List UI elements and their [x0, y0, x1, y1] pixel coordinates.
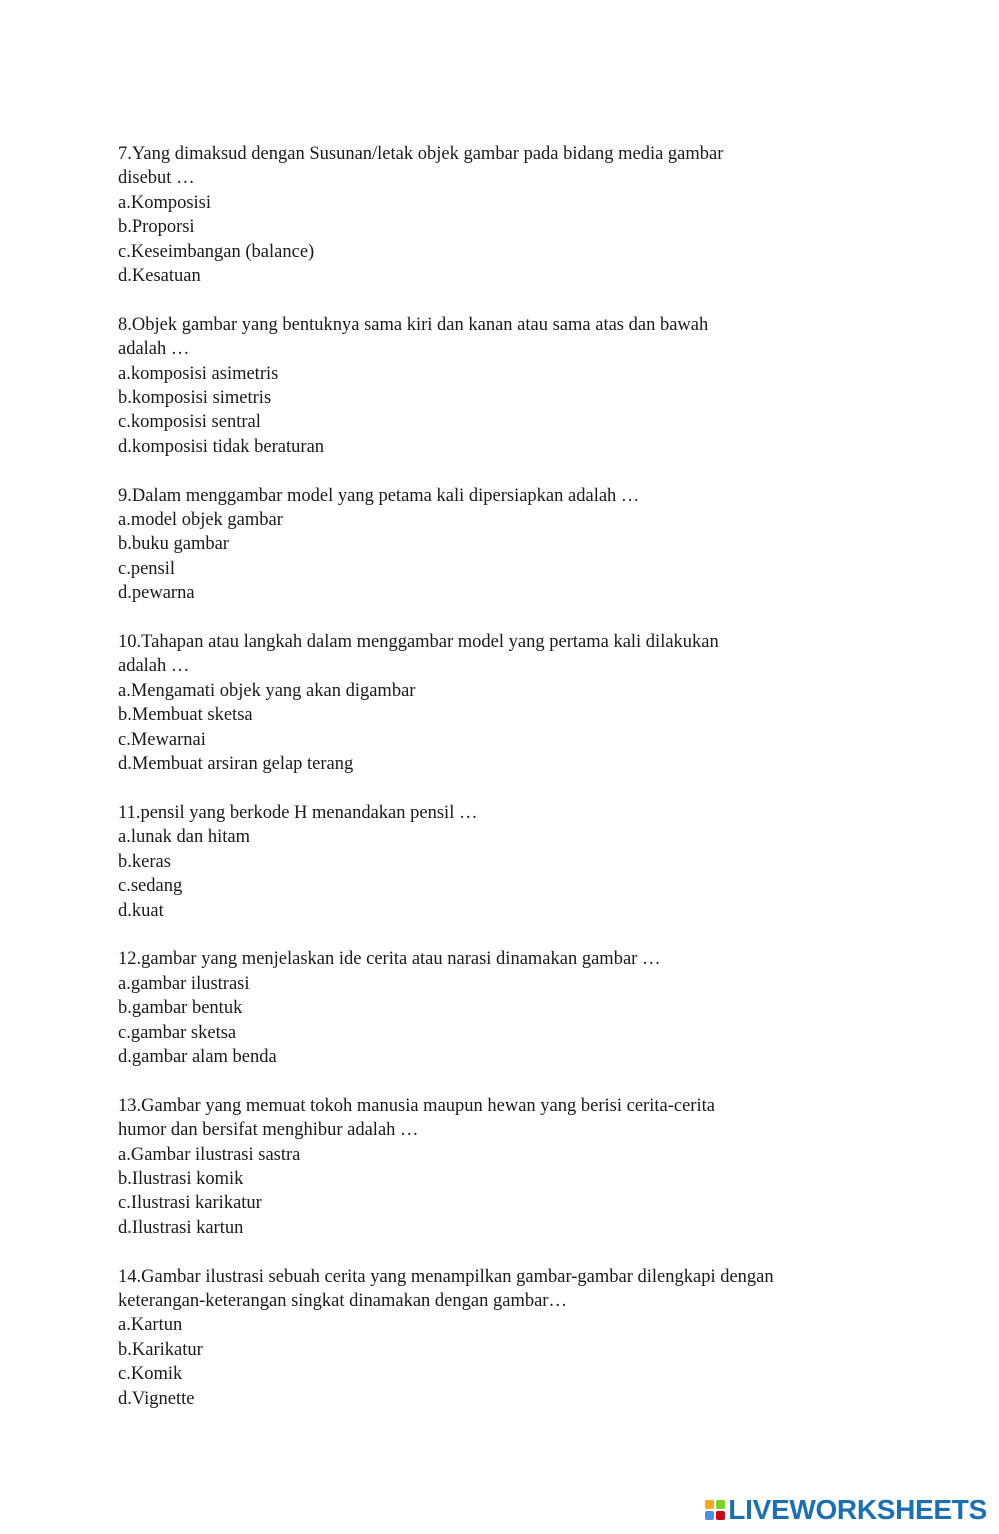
- logo-square-4: [716, 1511, 725, 1520]
- liveworksheets-logo: [705, 1494, 987, 1526]
- answer-option: d.gambar alam benda: [118, 1046, 277, 1067]
- answer-option: a.Gambar ilustrasi sastra: [118, 1144, 301, 1165]
- question-text: 14.Gambar ilustrasi sebuah cerita yang menampilkan gambar-gambar dilengkapi dengan: [118, 1266, 774, 1287]
- question-text: keterangan-keterangan singkat dinamakan dengan gambar…: [118, 1290, 567, 1311]
- answer-option: a.gambar ilustrasi: [118, 973, 250, 994]
- answer-option: b.Ilustrasi komik: [118, 1168, 244, 1189]
- answer-option: b.keras: [118, 851, 171, 872]
- answer-option: b.gambar bentuk: [118, 998, 243, 1019]
- question-block: [118, 630, 878, 776]
- answer-option: c.komposisi sentral: [118, 412, 261, 433]
- answer-option: a.komposisi asimetris: [118, 363, 279, 384]
- question-text: adalah …: [118, 656, 190, 677]
- answer-option: a.model objek gambar: [118, 510, 283, 531]
- answer-option: c.sedang: [118, 876, 183, 897]
- answer-option: a.Mengamati objek yang akan digambar: [118, 680, 416, 701]
- logo-square-1: [705, 1500, 714, 1509]
- answer-option: c.Ilustrasi karikatur: [118, 1193, 262, 1214]
- answer-option: d.kuat: [118, 900, 164, 921]
- answer-option: c.Keseimbangan (balance): [118, 241, 315, 262]
- answer-option: b.buku gambar: [118, 534, 229, 555]
- answer-option: d.Kesatuan: [118, 266, 201, 287]
- answer-option: c.Mewarnai: [118, 729, 206, 750]
- answer-option: d.pewarna: [118, 583, 195, 604]
- question-block: [118, 1265, 878, 1411]
- answer-option: a.Kartun: [118, 1315, 183, 1336]
- question-text: 9.Dalam menggambar model yang petama kali dipersiapkan adalah …: [118, 485, 640, 506]
- question-block: [118, 801, 878, 923]
- answer-option: c.gambar sketsa: [118, 1022, 237, 1043]
- answer-option: c.Komik: [118, 1364, 183, 1385]
- answer-option: d.Vignette: [118, 1388, 195, 1409]
- answer-option: b.Karikatur: [118, 1339, 203, 1360]
- answer-option: c.pensil: [118, 558, 176, 579]
- liveworksheets-logo-icon: [705, 1500, 725, 1520]
- answer-option: d.komposisi tidak beraturan: [118, 436, 325, 457]
- answer-option: a.lunak dan hitam: [118, 827, 251, 848]
- logo-text: LIVEWORKSHEETS: [728, 1494, 987, 1525]
- worksheet-content: [118, 142, 878, 1435]
- question-block: [118, 947, 878, 1069]
- question-text: humor dan bersifat menghibur adalah …: [118, 1120, 419, 1141]
- answer-option: b.komposisi simetris: [118, 388, 272, 409]
- question-text: 7.Yang dimaksud dengan Susunan/letak objek gambar pada bidang media gambar: [118, 144, 724, 164]
- question-block: [118, 484, 878, 606]
- answer-option: b.Proporsi: [118, 217, 195, 238]
- question-block: [118, 313, 878, 459]
- answer-option: d.Ilustrasi kartun: [118, 1217, 244, 1238]
- question-block: [118, 1094, 878, 1240]
- question-text: adalah …: [118, 339, 190, 360]
- logo-square-2: [716, 1500, 725, 1509]
- logo-square-3: [705, 1511, 714, 1520]
- answer-option: b.Membuat sketsa: [118, 705, 253, 726]
- question-text: 11.pensil yang berkode H menandakan pensil …: [118, 802, 478, 823]
- question-text: disebut …: [118, 168, 195, 189]
- answer-option: a.Komposisi: [118, 192, 212, 213]
- question-text: 13.Gambar yang memuat tokoh manusia maupun hewan yang berisi cerita-cerita: [118, 1095, 715, 1116]
- answer-option: d.Membuat arsiran gelap terang: [118, 754, 354, 775]
- question-text: 8.Objek gambar yang bentuknya sama kiri dan kanan atau sama atas dan bawah: [118, 314, 709, 335]
- question-block: [118, 142, 878, 288]
- question-text: 12.gambar yang menjelaskan ide cerita atau narasi dinamakan gambar …: [118, 949, 661, 970]
- question-text: 10.Tahapan atau langkah dalam menggambar model yang pertama kali dilakukan: [118, 632, 719, 653]
- question-list: [118, 142, 878, 1411]
